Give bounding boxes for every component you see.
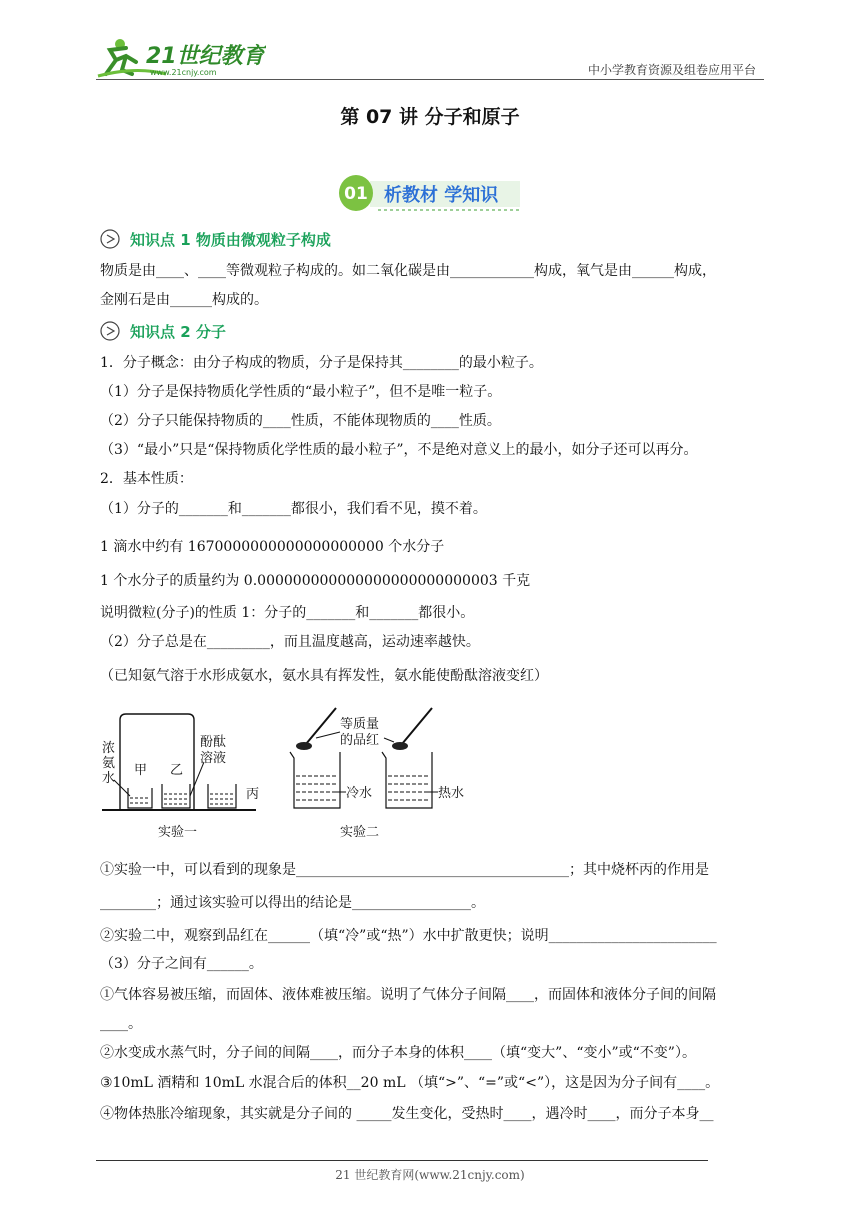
knowledge-point-2-heading [100,320,226,342]
paragraph-line: （3）分子之间有______。 [100,956,263,972]
play-circle-icon [100,229,120,249]
site-logo [96,36,266,80]
exp2-hot-water-label: 热水 [438,786,465,801]
header-platform-text: 中小学教育资源及组卷应用平台 [587,63,756,77]
banner-number: 01 [344,184,368,204]
page-title: 第 07 讲 分子和原子 [340,106,520,128]
exp2-cold-water-label: 冷水 [346,786,373,801]
play-circle-icon [100,321,120,341]
exp1-left-label-1: 浓 [102,741,116,756]
paragraph-line: ②水变成水蒸气时，分子间的间隔____，而分子本身的体积____（填“变大”、“变小”或“不变”）。 [100,1045,696,1061]
paragraph-line: （3）“最小”只是“保持物质化学性质的最小粒子”，不是绝对意义上的最小，如分子还可以再分。 [100,442,698,458]
paragraph-line: （1）分子的_______和_______都很小，我们看不见，摸不着。 [100,501,487,517]
exp1-right-label-2: 溶液 [200,751,227,766]
experiment-1-diagram [102,714,259,840]
experiment-figure [100,700,480,845]
section-banner [338,172,528,214]
paragraph-line: ④物体热胀冷缩现象，其实就是分子间的 _____发生变化，受热时____，遇冷时____，而分子本身__ [100,1106,714,1122]
logo-main-text: 21世纪教育 [146,44,265,69]
paragraph-line: （已知氨气溶于水形成氨水，氨水具有挥发性，氨水能使酚酞溶液变红） [100,668,548,684]
footer-divider [96,1160,708,1161]
exp2-top-label-2: 的品红 [340,733,380,748]
paragraph-line: ①气体容易被压缩，而固体、液体难被压缩。说明了气体分子间隔____，而固体和液体分子间的间隔 [100,987,716,1003]
banner-text: 析教材 学知识 [384,185,499,206]
paragraph-line: （1）分子是保持物质化学性质的“最小粒子”，但不是唯一粒子。 [100,384,502,400]
knowledge-point-1-title: 知识点 1 物质由微观粒子构成 [130,230,331,249]
paragraph-line: ②实验二中，观察到品红在______（填“冷”或“热”）水中扩散更快；说明________________________ [100,928,717,944]
experiment-2-diagram [290,708,464,840]
paragraph-line: （2）分子只能保持物质的____性质，不能体现物质的____性质。 [100,413,501,429]
logo-sub-text: www.21cnjy.com [150,68,217,77]
paragraph-line: （2）分子总是在_________，而且温度越高，运动速率越快。 [100,634,480,650]
exp1-left-label-2: 氨 [102,756,116,771]
paragraph-line: ③10mL 酒精和 10mL 水混合后的体积__20 mL （填“>”、“=”或“<”），这是因为分子间有____。 [100,1075,720,1091]
runner-logo-icon [96,36,266,80]
exp1-beaker-jia-label: 甲 [134,763,148,778]
exp1-beaker-yi-label: 乙 [170,763,184,778]
knowledge-point-2-title: 知识点 2 分子 [130,322,226,341]
paragraph-line: ____。 [100,1016,142,1032]
paragraph-line: ________；通过该实验可以得出的结论是_________________。 [100,895,485,911]
knowledge-point-1-heading [100,228,331,250]
paragraph-line: 1．分子概念：由分子构成的物质，分子是保持其________的最小粒子。 [100,355,543,371]
paragraph-line: 1 个水分子的质量约为 0.000000000000000000000000003 千克 [100,573,531,589]
paragraph-line: 物质是由____、____等微观粒子构成的。如二氧化碳是由____________构成，氧气是由______构成， [100,263,716,279]
header-divider [96,79,764,80]
exp2-top-label-1: 等质量 [340,717,380,732]
exp1-beaker-bing-label: 丙 [246,787,260,802]
footer-text: 21 世纪教育网(www.21cnjy.com) [335,1168,525,1182]
paragraph-line: 金刚石是由______构成的。 [100,292,268,308]
exp2-caption: 实验二 [340,825,380,840]
exp1-right-label-1: 酚酞 [200,735,227,750]
exp1-caption: 实验一 [158,825,198,840]
paragraph-line: 说明微粒(分子)的性质 1：分子的_______和_______都很小。 [100,605,475,621]
paragraph-line: 1 滴水中约有 1670000000000000000000 个水分子 [100,539,445,555]
exp1-left-label-3: 水 [102,771,116,786]
paragraph-line: ①实验一中，可以看到的现象是_______________________________________；其中烧杯丙的作用是 [100,862,709,878]
paragraph-line: 2．基本性质： [100,471,193,487]
